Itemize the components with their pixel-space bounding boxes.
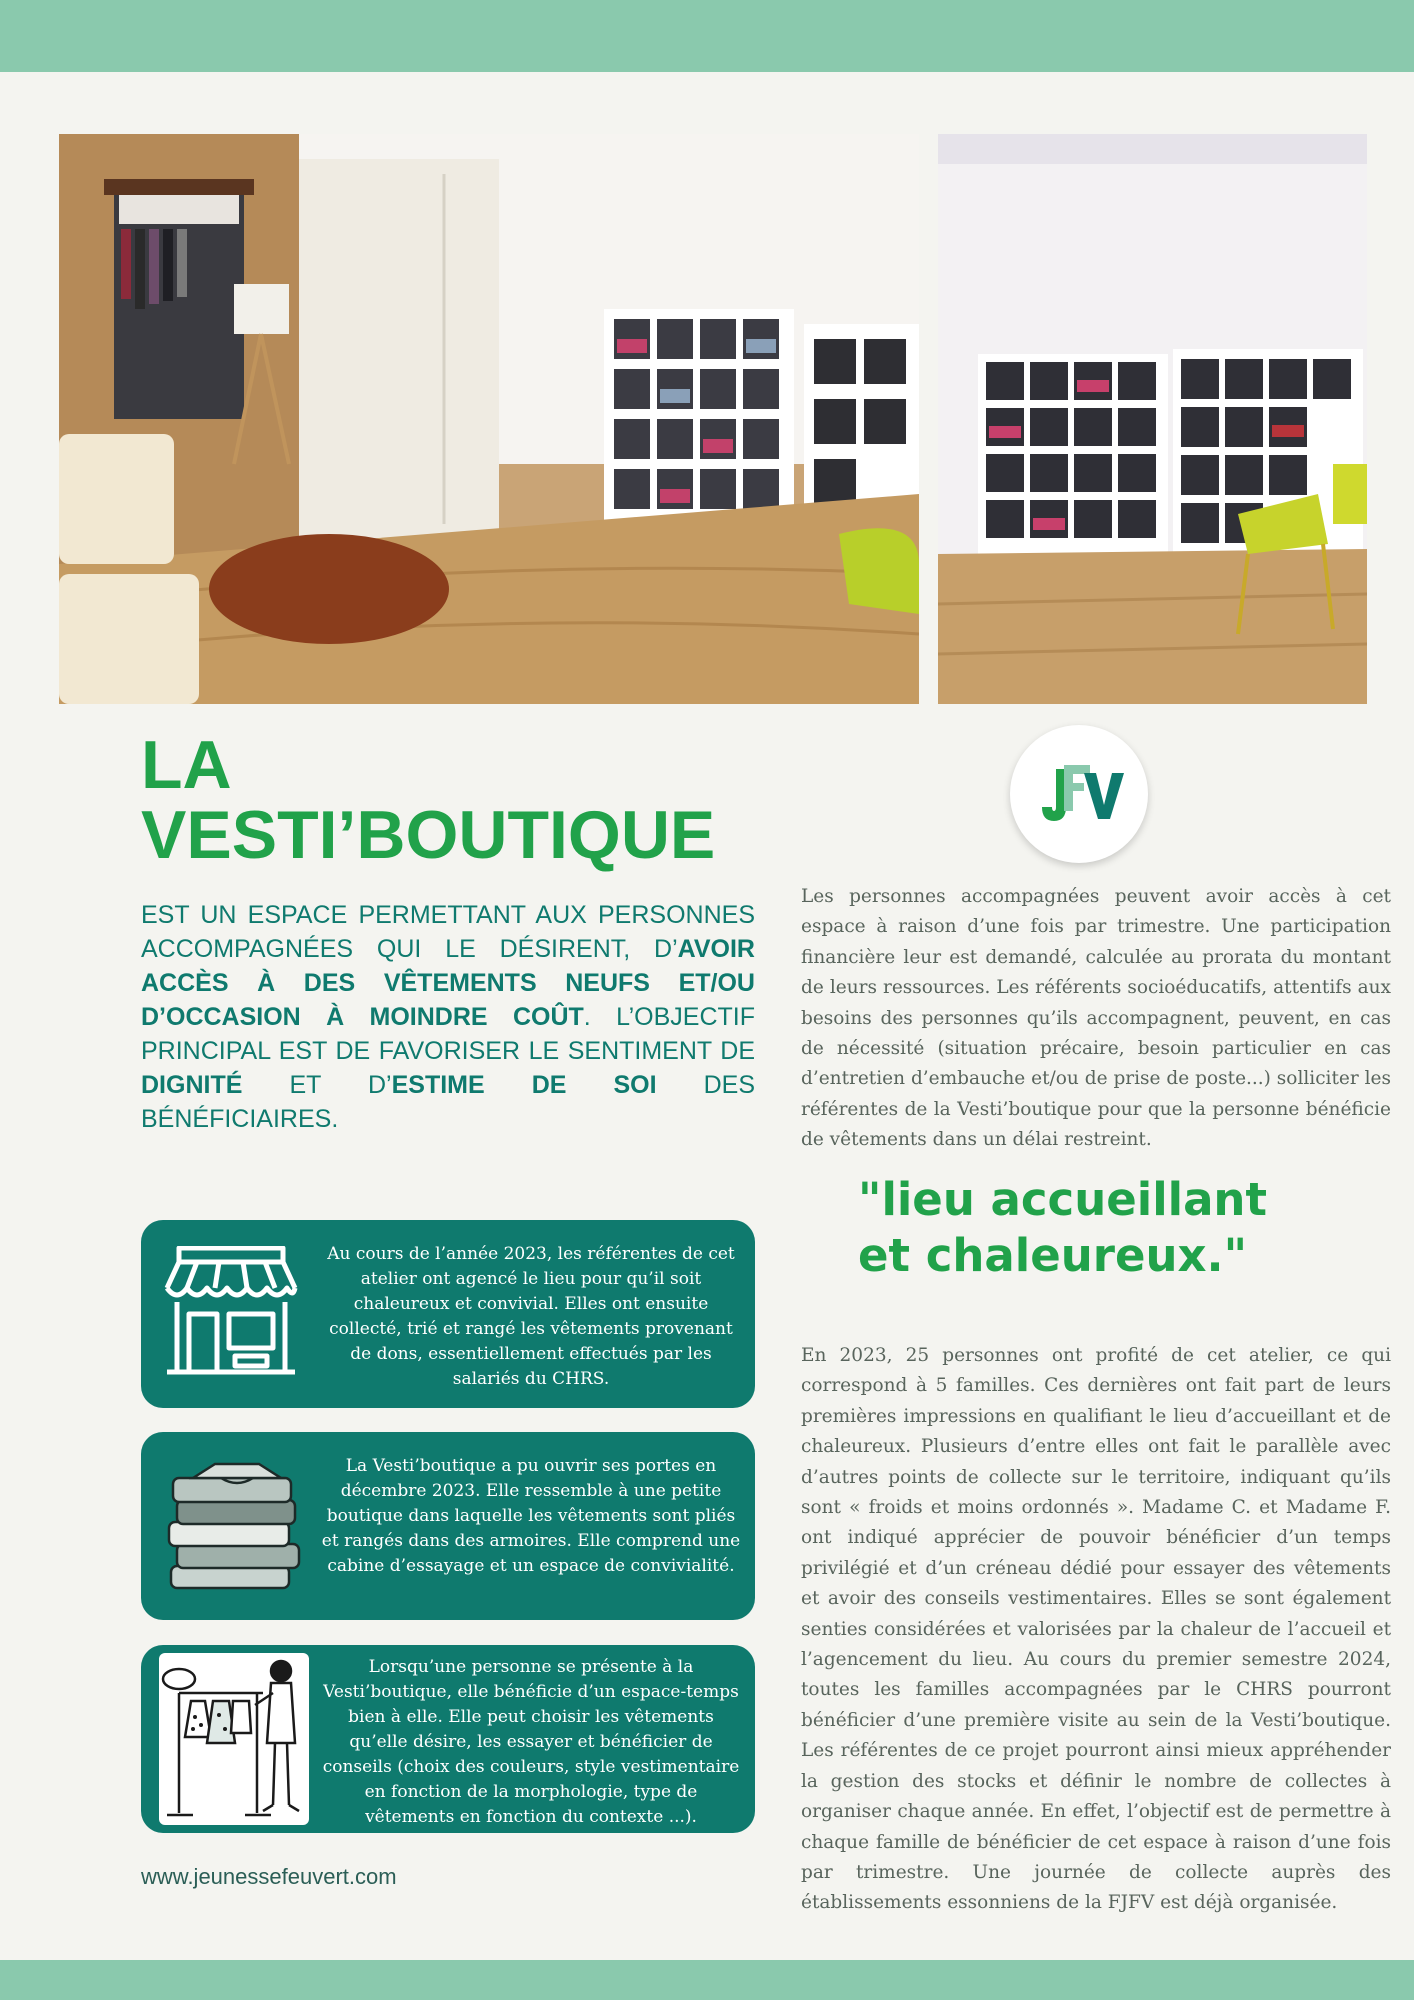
intro-text: [141, 898, 755, 1136]
intro-part-3: ET D’: [242, 1071, 392, 1099]
clothing-rack-shopper-icon: [159, 1653, 309, 1829]
quote-line-1: "lieu accueillant: [858, 1173, 1267, 1226]
storefront-icon: [163, 1246, 299, 1380]
intro-bold-2: DIGNITÉ: [141, 1071, 243, 1099]
bottom-color-band: [0, 1960, 1414, 2000]
info-card-experience: [141, 1645, 755, 1833]
title-line-1: LA: [141, 727, 232, 803]
access-paragraph: Les personnes accompagnées peuvent avoir accès à cet espace à raison d’une fois par trimestre. Une participation financière leur est demandé, calculée au prorata du montant de leurs ressources. Les référents socioéducatifs, attentifs aux besoins des personnes qu’ils accompagnent, peuvent, en cas de nécessité (situation précaire, besoin particulier en cas d’entretien d’embauche et/ou de prise de poste...) solliciter les référentes de la Vesti’boutique pour que la personne bénéficie de vêtements dans un délai restreint.: [801, 886, 1391, 1151]
info-card-opening: [141, 1432, 755, 1620]
intro-part-1: EST UN ESPACE PERMETTANT AUX PERSONNES ACCOMPAGNÉES QUI LE DÉSIRENT, D’: [141, 901, 755, 963]
intro-bold-1: AVOIR ACCÈS À DES VÊTEMENTS NEUFS ET/OU D’OCCASION À MOINDRE COÛT: [141, 935, 755, 1031]
jfv-logo: [1010, 725, 1148, 863]
page-title: [141, 727, 761, 873]
card-text: Lorsqu’une personne se présente à la Vesti’boutique, elle bénéficie d’un espace-temps bien à elle. Elle peut choisir les vêtements qu’elle désire, les essayer et bénéficier de conseils (choix des couleurs, style vestimentaire en fonction de la morphologie, type de vêtements en fonction du contexte ...).: [322, 1657, 740, 1827]
folded-clothes-icon: [163, 1462, 305, 1596]
card-text: La Vesti’boutique a pu ouvrir ses portes en décembre 2023. Elle ressemble à une petite boutique dans laquelle les vêtements sont pliés et rangés dans des armoires. Elle comprend une cabine d’essayage et un espace de convivialité.: [321, 1456, 741, 1576]
quote-line-2: et chaleureux.": [858, 1229, 1248, 1282]
top-color-band: [0, 0, 1414, 72]
info-card-preparation: [141, 1220, 755, 1408]
shelves-photo: [938, 134, 1367, 704]
results-paragraph: En 2023, 25 personnes ont profité de cet atelier, ce qui correspond à 5 familles. Ces dernières ont fait part de leurs premières impressions en qualifiant le lieu d’accueillant et de chaleureux. Plusieurs d’entre elles ont fait le parallèle avec d’autres points de collecte sur le territoire, indiquant qu’ils sont « froids et moins ordonnés ». Madame C. et Madame F. ont indiqué apprécier de pouvoir bénéficier d’un temps privilégié et d’un créneau dédié pour essayer des vêtements et avoir des conseils vestimentaires. Elles se sont également senties considérées et valorisées par la chaleur de l’accueil et l’agencement du lieu. Au cours du premier semestre 2024, toutes les familles accompagnées par le CHRS pourront bénéficier d’une première visite au sein de la Vesti’boutique. Les référentes de ce projet pourront ainsi mieux appréhender la gestion des stocks et définir le nombre de collectes à organiser chaque année. En effet, l’objectif est de permettre à chaque famille de bénéficier de cet espace à raison d’une fois par trimestre. Une journée de collecte auprès des établissements essonniens de la FJFV est déjà organisée.: [801, 1345, 1391, 1914]
title-line-2: VESTI’BOUTIQUE: [141, 797, 716, 873]
website-link[interactable]: www.jeunessefeuvert.com: [141, 1864, 397, 1889]
intro-part-2: . L’OBJECTIF PRINCIPAL EST DE FAVORISER LE SENTIMENT DE: [141, 1003, 755, 1065]
card-text: Au cours de l’année 2023, les référentes de cet atelier ont agencé le lieu pour qu’il soit chaleureux et convivial. Elles ont ensuite collecté, trié et rangé les vêtements provenant de dons, essentiellement effectués par les salariés du CHRS.: [327, 1244, 735, 1389]
intro-bold-3: ESTIME DE SOI: [391, 1071, 657, 1099]
intro-part-4: DES BÉNÉFICIAIRES.: [141, 1071, 755, 1133]
boutique-room-photo: [59, 134, 919, 704]
pull-quote: [858, 1172, 1378, 1284]
